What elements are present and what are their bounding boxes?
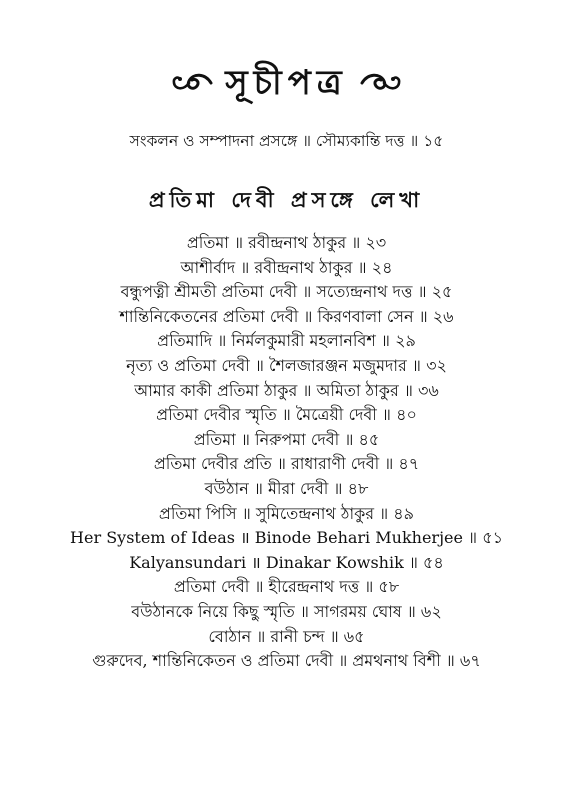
contents-list bbox=[0, 231, 573, 674]
right-ornament-icon bbox=[358, 69, 402, 97]
contents-entry: প্রতিমাদি ॥ নির্মলকুমারী মহলানবিশ ॥ ২৯ bbox=[157, 331, 416, 351]
contents-entry: আমার কাকী প্রতিমা ঠাকুর ॥ অমিতা ঠাকুর ॥ ৩৬ bbox=[134, 380, 439, 400]
contents-entry: প্রতিমা দেবীর স্মৃতি ॥ মৈত্রেয়ী দেবী ॥ ৪০ bbox=[156, 405, 417, 425]
contents-entry: বোঠান ॥ রানী চন্দ ॥ ৬৫ bbox=[208, 626, 365, 646]
section-heading: প্রতিমা দেবী প্রসঙ্গে লেখা bbox=[148, 187, 425, 212]
contents-entry: প্রতিমা দেবীর প্রতি ॥ রাধারাণী দেবী ॥ ৪৭ bbox=[153, 454, 420, 474]
contents-entry: Kalyansundari ॥ Dinakar Kowshik ॥ ৫৪ bbox=[129, 552, 444, 572]
contents-entry: প্রতিমা দেবী ॥ হীরেন্দ্রনাথ দত্ত ॥ ৫৮ bbox=[173, 577, 400, 597]
contents-entry: প্রতিমা ॥ নিরুপমা দেবী ॥ ৪৫ bbox=[193, 429, 380, 449]
contents-entry: প্রতিমা ॥ রবীন্দ্রনাথ ঠাকুর ॥ ২৩ bbox=[186, 233, 387, 252]
contents-entry: বন্ধুপত্নী শ্রীমতী প্রতিমা দেবী ॥ সত্যেন্দ্রনাথ দত্ত ॥ ২৫ bbox=[120, 282, 453, 302]
contents-entry: বউঠান ॥ মীরা দেবী ॥ ৪৮ bbox=[204, 478, 369, 498]
left-ornament-icon bbox=[171, 69, 215, 97]
contents-entry: শান্তিনিকেতনের প্রতিমা দেবী ॥ কিরণবালা সেন ॥ ২৬ bbox=[119, 306, 454, 326]
contents-entry: নৃত্য ও প্রতিমা দেবী ॥ শৈলজারঞ্জন মজুমদার ॥ ৩২ bbox=[126, 355, 447, 375]
contents-entry: Her System of Ideas ॥ Binode Behari Mukherjee ॥ ৫১ bbox=[70, 528, 503, 548]
title-row bbox=[0, 58, 573, 108]
contents-entry: গুরুদেব, শান্তিনিকেতন ও প্রতিমা দেবী ॥ প্রমথনাথ বিশী ॥ ৬৭ bbox=[92, 651, 481, 671]
contents-entry: বউঠানকে নিয়ে কিছু স্মৃতি ॥ সাগরময় ঘোষ ॥ ৬২ bbox=[131, 601, 442, 621]
contents-entry: আশীর্বাদ ॥ রবীন্দ্রনাথ ঠাকুর ॥ ২৪ bbox=[180, 257, 393, 277]
contents-entry: প্রতিমা পিসি ॥ সুমিতেন্দ্রনাথ ঠাকুর ॥ ৪৯ bbox=[158, 503, 415, 523]
page-title: সূচীপত্র bbox=[225, 63, 348, 103]
intro-entry: সংকলন ও সম্পাদনা প্রসঙ্গে ॥ সৌম্যকান্তি দত্ত ॥ ১৫ bbox=[129, 132, 444, 150]
